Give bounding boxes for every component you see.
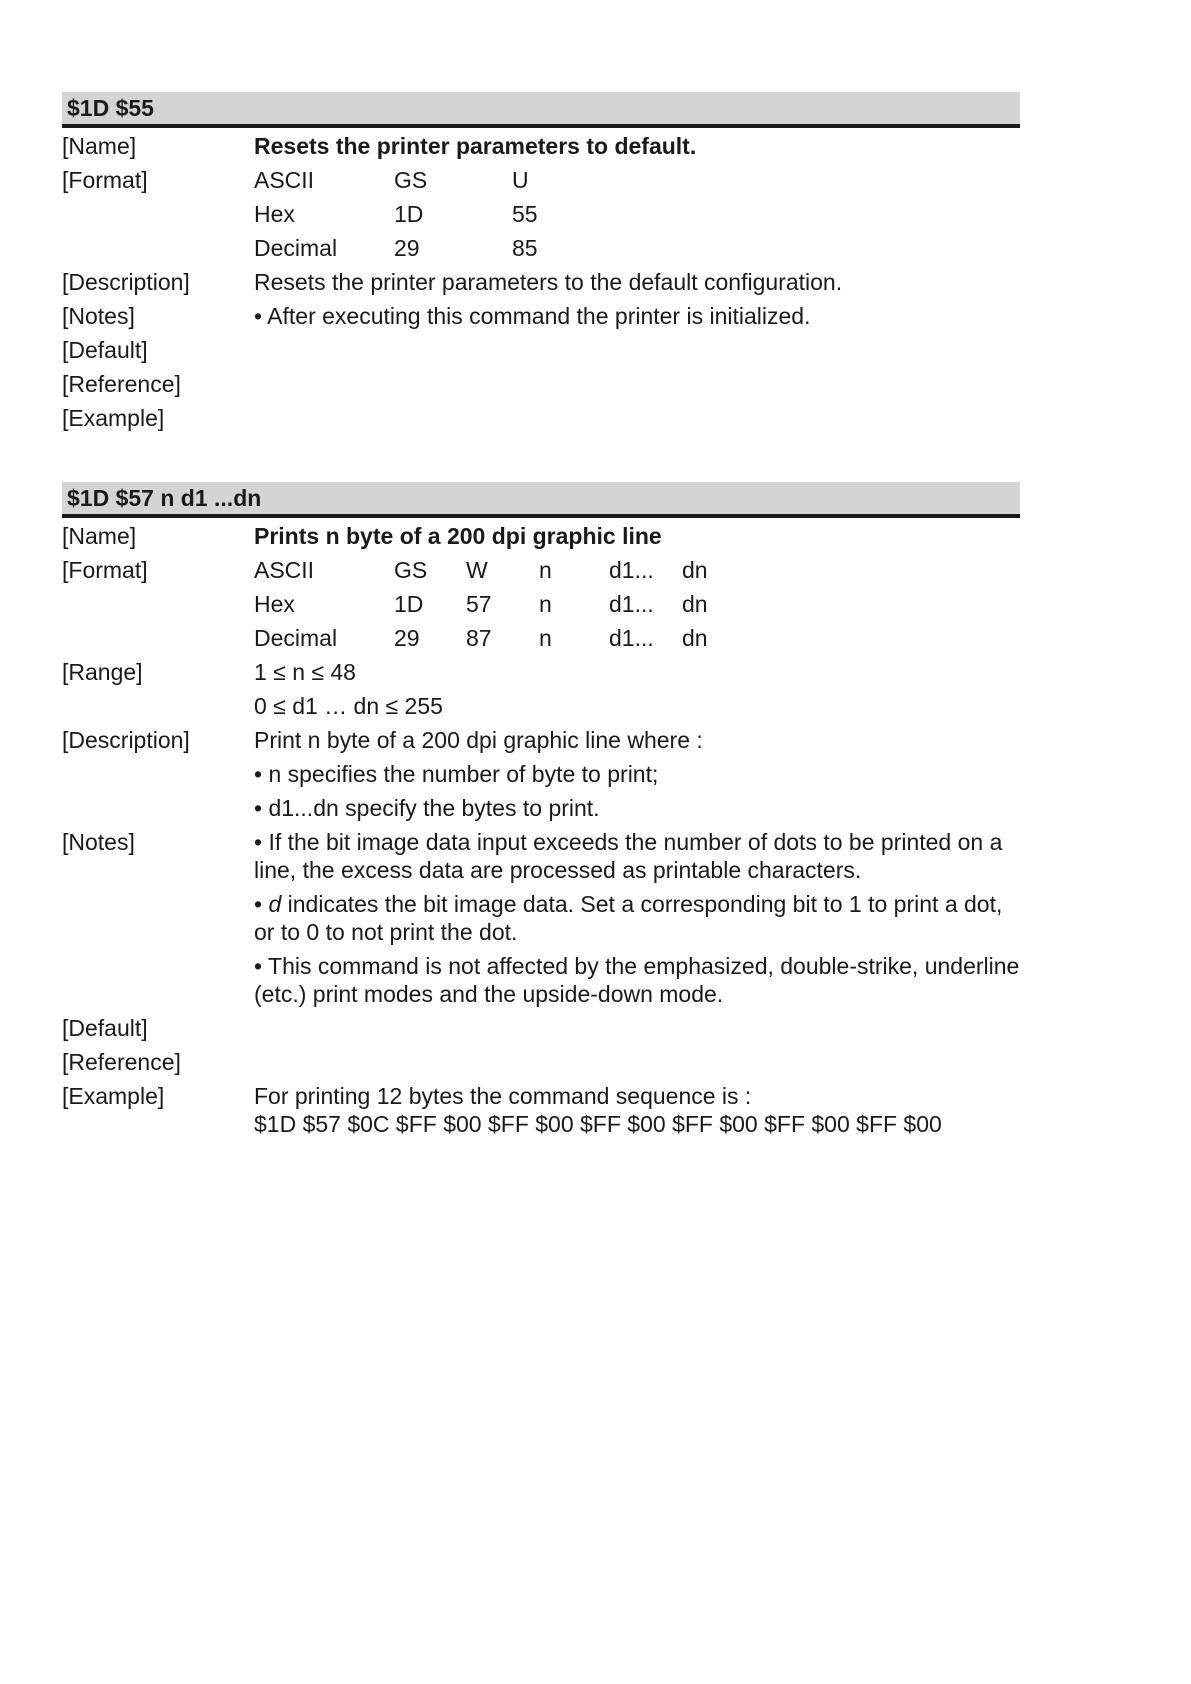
format-table xyxy=(254,556,1020,652)
format-line-decimal xyxy=(254,234,1020,262)
note-item: • If the bit image data input exceeds the number of dots to be printed on a line, the excess data are processed as printable characters. xyxy=(254,829,1003,883)
notes-text: • After executing this command the printer is initialized. xyxy=(254,303,811,329)
note-item: • This command is not affected by the emphasized, double-strike, underline (etc.) print modes and the upside-down mode. xyxy=(254,953,1020,1007)
format-cell: GS xyxy=(394,167,428,193)
description-row xyxy=(62,268,1020,296)
default-label: [Default] xyxy=(62,337,148,363)
example-line: For printing 12 bytes the command sequence is : xyxy=(254,1083,752,1109)
format-cell: U xyxy=(512,167,529,193)
example-label: [Example] xyxy=(62,1083,165,1109)
description-label: [Description] xyxy=(62,269,190,295)
range-line: 1 ≤ n ≤ 48 xyxy=(254,659,356,685)
format-row xyxy=(62,166,1020,262)
format-line-ascii xyxy=(254,166,1020,194)
note-italic-term: d xyxy=(268,891,282,917)
default-row xyxy=(62,1014,1020,1042)
format-cell: n xyxy=(539,625,552,651)
range-label: [Range] xyxy=(62,659,143,685)
section-header: $1D $55 xyxy=(62,92,1020,128)
description-row xyxy=(62,726,1020,822)
description-text: Resets the printer parameters to the default configuration. xyxy=(254,269,843,295)
format-label: [Format] xyxy=(62,557,148,583)
format-cell: dn xyxy=(682,557,708,583)
command-name: Resets the printer parameters to default. xyxy=(254,133,697,159)
format-line-hex xyxy=(254,200,1020,228)
default-row xyxy=(62,336,1020,364)
format-cell: n xyxy=(539,591,552,617)
format-line-ascii xyxy=(254,556,1020,584)
default-label: [Default] xyxy=(62,1015,148,1041)
notes-row xyxy=(62,828,1020,1008)
format-cell: 55 xyxy=(512,201,538,227)
format-cell: 57 xyxy=(466,591,492,617)
format-cell: d1... xyxy=(609,591,654,617)
example-text xyxy=(254,1082,1020,1138)
format-cell: Hex xyxy=(254,591,295,617)
description-bullet: • d1...dn specify the bytes to print. xyxy=(254,795,600,821)
example-row xyxy=(62,1082,1020,1138)
command-name: Prints n byte of a 200 dpi graphic line xyxy=(254,523,662,549)
notes-label: [Notes] xyxy=(62,829,135,855)
name-row xyxy=(62,132,1020,160)
section-header: $1D $57 n d1 ...dn xyxy=(62,482,1020,518)
format-cell: 87 xyxy=(466,625,492,651)
reference-label: [Reference] xyxy=(62,1049,181,1075)
format-label: [Format] xyxy=(62,167,148,193)
reference-row xyxy=(62,1048,1020,1076)
format-cell: d1... xyxy=(609,625,654,651)
format-cell: 1D xyxy=(394,201,424,227)
note-text: indicates the bit image data. Set a corresponding bit to 1 to print a dot, or to 0 to not print the dot. xyxy=(254,891,1003,945)
format-line-hex xyxy=(254,590,1020,618)
example-label: [Example] xyxy=(62,405,165,431)
range-row xyxy=(62,658,1020,720)
format-cell: 29 xyxy=(394,235,420,261)
example-sequence: $1D $57 $0C $FF $00 $FF $00 $FF $00 $FF $00 $FF $00 $FF $00 xyxy=(254,1111,942,1137)
range-values xyxy=(254,658,1020,720)
description-text xyxy=(254,726,1020,822)
format-row xyxy=(62,556,1020,652)
description-bullet: • n specifies the number of byte to print; xyxy=(254,761,659,787)
format-cell: 1D xyxy=(394,591,424,617)
notes-text xyxy=(254,828,1020,1008)
format-table xyxy=(254,166,1020,262)
format-cell: 29 xyxy=(394,625,420,651)
format-cell: d1... xyxy=(609,557,654,583)
description-label: [Description] xyxy=(62,727,190,753)
notes-row xyxy=(62,302,1020,330)
format-cell: W xyxy=(466,557,488,583)
notes-label: [Notes] xyxy=(62,303,135,329)
description-line: Print n byte of a 200 dpi graphic line where : xyxy=(254,727,703,753)
format-line-decimal xyxy=(254,624,1020,652)
name-label: [Name] xyxy=(62,523,137,549)
format-cell: ASCII xyxy=(254,557,315,583)
reference-row xyxy=(62,370,1020,398)
command-section-gs-w xyxy=(62,482,1020,1138)
format-cell: Decimal xyxy=(254,625,338,651)
format-cell: Hex xyxy=(254,201,295,227)
format-cell: 85 xyxy=(512,235,538,261)
format-cell: dn xyxy=(682,591,708,617)
range-line: 0 ≤ d1 … dn ≤ 255 xyxy=(254,693,443,719)
format-cell: GS xyxy=(394,557,428,583)
reference-label: [Reference] xyxy=(62,371,181,397)
command-section-gs-u xyxy=(62,92,1020,432)
format-cell: n xyxy=(539,557,552,583)
note-bullet: • xyxy=(254,891,269,917)
note-item xyxy=(254,890,1020,946)
format-cell: Decimal xyxy=(254,235,338,261)
format-cell: dn xyxy=(682,625,708,651)
name-label: [Name] xyxy=(62,133,137,159)
name-row xyxy=(62,522,1020,550)
format-cell: ASCII xyxy=(254,167,315,193)
example-row xyxy=(62,404,1020,432)
